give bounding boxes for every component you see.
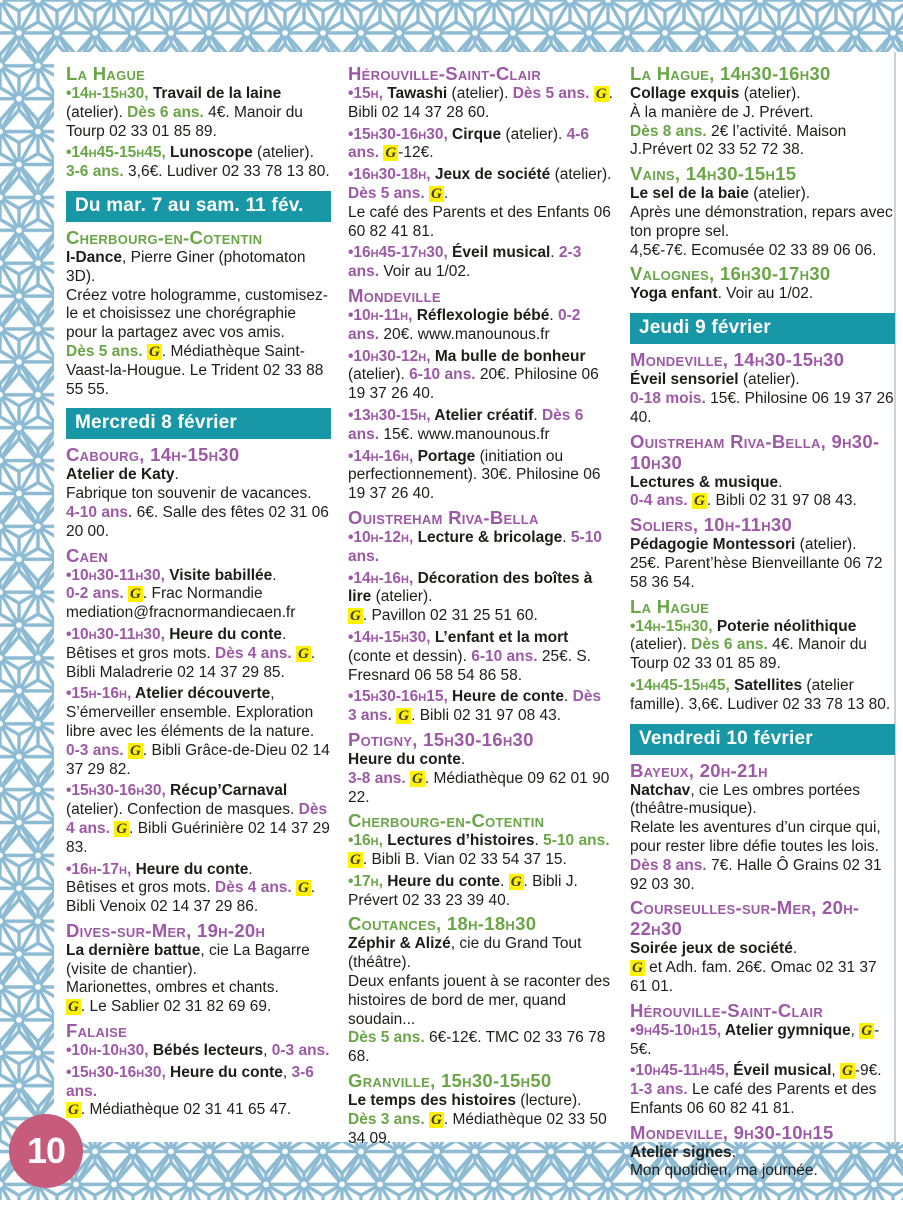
event-entry: [348, 935, 613, 1067]
text-run-plain: . Médiathèque 09 62 01 90 22.: [348, 769, 610, 806]
text-run-age: Dès 5 ans.: [348, 184, 425, 202]
text-run-time: •10h45-11h45,: [630, 1062, 729, 1080]
gratuit-badge: G: [385, 145, 397, 162]
text-run-plain: .: [282, 625, 287, 643]
text-run-plain: .: [443, 184, 449, 202]
text-run-plain: . Médiathèque 02 33 50 34 09.: [348, 1110, 607, 1147]
gratuit-badge: G: [298, 645, 309, 662]
city-heading: Mondeville: [348, 284, 441, 306]
city-heading: Cherbourg-en-Cotentin: [348, 810, 545, 832]
city-heading: Caen: [66, 544, 109, 566]
text-run-age: Dès 4 ans.: [215, 879, 292, 897]
city-heading: La Hague: [66, 63, 146, 84]
event-entry: [630, 85, 895, 160]
text-run-plain: 2€ l’activité. Maison J.Prévert 02 33 52 72 38.: [630, 122, 847, 159]
text-run-plain: . Voir au 1/02.: [717, 285, 814, 303]
text-run-plain: (atelier).: [348, 366, 410, 384]
text-run-plain: 25€. Parent’hèse Bienveillante 06 72 58 36 54.: [630, 554, 883, 591]
text-run-title: Atelier de Katy: [66, 466, 175, 484]
event-entry: [348, 348, 613, 404]
text-run-title: Poterie néolithique: [712, 617, 857, 635]
text-run-plain: Mon quotidien, ma journée.: [630, 1162, 818, 1180]
city-heading: Vains, 14h30-15h15: [630, 163, 797, 185]
city-heading: Dives-sur-Mer, 19h-20h: [66, 919, 266, 941]
text-run-time: •15h,: [348, 85, 383, 102]
gratuit-badge: G: [694, 493, 705, 510]
text-run-title: Bébés lecteurs: [148, 1042, 264, 1060]
text-run-age: Dès 8 ans.: [630, 856, 707, 874]
text-run-title: Portage: [413, 447, 476, 465]
text-run-plain: , S’émerveiller ensemble. Exploration libre avec les éléments de la nature.: [66, 685, 315, 740]
text-run-plain: ,: [850, 1021, 860, 1039]
text-run-plain: . Bibli J. Prévert 02 33 23 39 40.: [348, 872, 578, 909]
text-run-plain: . Bibli 02 14 37 28 60.: [348, 85, 613, 121]
text-run-plain: (atelier).: [738, 371, 800, 389]
event-entry: [348, 448, 613, 504]
text-run-time: •10h-12h,: [348, 528, 414, 546]
text-run-plain: (atelier famille). 3,6€. Ludiver 02 33 78 13 80.: [630, 676, 891, 713]
text-run-plain: (atelier).: [447, 85, 513, 102]
text-run-title: Lecture & bricolage: [413, 528, 563, 546]
event-entry: [348, 307, 613, 345]
text-run-time: •9h45-10h15,: [630, 1021, 722, 1039]
text-run-plain: (atelier).: [630, 636, 692, 654]
text-run-plain: 4,5€-7€. Ecomusée 02 33 89 06 06.: [630, 241, 877, 259]
text-run-plain: 7€. Halle Ô Grains 02 31 92 03 30.: [630, 856, 882, 893]
text-run-plain: (atelier).: [252, 144, 314, 162]
text-run-plain: 4€. Manoir du Tourp 02 33 01 85 89.: [66, 103, 303, 140]
text-run-title: Natchav: [630, 781, 691, 799]
gratuit-badge: G: [298, 880, 309, 897]
text-run-title: Atelier découverte: [131, 685, 271, 703]
text-run-time: •14h-15h30,: [630, 617, 713, 635]
gratuit-badge: G: [842, 1063, 853, 1080]
city-heading: Bayeux, 20h-21h: [630, 759, 768, 781]
city-heading: Falaise: [66, 1020, 128, 1042]
text-run-age: 3-6 ans.: [66, 163, 124, 181]
text-run-plain: -12€.: [398, 144, 434, 162]
text-run-age: Dès 6 ans.: [348, 406, 584, 443]
text-run-title: Ma bulle de bonheur: [430, 347, 586, 365]
city-heading: Soliers, 10h-11h30: [630, 514, 793, 536]
text-run-plain: ,: [831, 1062, 841, 1080]
text-run-title: Cirque: [447, 125, 502, 143]
text-run-age: 4-10 ans.: [66, 503, 133, 521]
text-run-plain: (atelier).: [739, 85, 801, 102]
text-run-plain: (atelier).: [748, 185, 811, 203]
city-heading: Cherbourg-en-Cotentin: [66, 226, 263, 248]
text-run-plain: .: [564, 688, 573, 706]
gratuit-badge: G: [68, 999, 79, 1016]
text-run-time: •14h45-15h45,: [630, 676, 730, 694]
event-entry: [348, 629, 613, 685]
text-run-title: Heure du conte: [164, 625, 283, 643]
text-run-age: Dès 3 ans.: [348, 688, 602, 725]
event-entry: [66, 1042, 331, 1061]
text-run-age: 0-18 mois.: [630, 389, 706, 407]
text-run-time: •16h,: [348, 832, 383, 850]
city-heading: Hérouville-Saint-Clair: [348, 63, 542, 84]
text-run-title: Éveil musical: [447, 244, 551, 262]
city-heading: Ouistreham Riva-Bella, 9h30-10h30: [630, 430, 880, 473]
event-entry: [66, 626, 331, 682]
event-entry: [630, 1062, 895, 1118]
text-run-time: •13h30-15h,: [348, 406, 431, 424]
event-entry: [630, 1144, 895, 1182]
text-run-title: Lectures & musique: [630, 473, 779, 491]
day-banner: Vendredi 10 février: [630, 724, 895, 755]
text-run-plain: 4€. Manoir du Tourp 02 33 01 85 89.: [630, 636, 867, 673]
event-entry: [348, 570, 613, 626]
city-heading: La Hague, 14h30-16h30: [630, 63, 831, 84]
text-run-title: Décoration des boîtes à lire: [348, 569, 593, 606]
text-run-title: Le temps des histoires: [348, 1092, 516, 1110]
text-run-age: Dès 8 ans.: [630, 122, 707, 140]
page-number: 10: [26, 1130, 66, 1171]
event-entry: [630, 618, 895, 674]
text-run-plain: . Frac Normandie mediation@fracnormandiecaen.fr: [66, 585, 296, 622]
text-run-age: 0-2 ans.: [348, 306, 581, 343]
text-run-age: Dès 5 ans.: [348, 1029, 425, 1047]
gratuit-badge: G: [350, 608, 361, 625]
text-run-plain: . Bibli Maladrerie 02 14 37 29 85.: [66, 644, 316, 681]
column-2: [348, 60, 613, 1150]
text-run-plain: . Bibli Venoix 02 14 37 29 86.: [66, 879, 316, 916]
text-run-time: •16h-17h,: [66, 860, 132, 878]
text-run-age: 0-3 ans.: [66, 741, 124, 759]
event-entry: [630, 782, 895, 895]
event-entry: [348, 244, 613, 282]
text-run-plain: -9€.: [854, 1062, 882, 1080]
text-run-plain: .: [549, 306, 558, 324]
event-entry: [630, 285, 895, 304]
column-1: [66, 60, 331, 1150]
text-run-title: Tawashi: [382, 85, 448, 102]
text-run-time: •15h-16h,: [66, 685, 132, 703]
event-entry: [630, 371, 895, 427]
text-run-title: Pédagogie Montessori: [630, 536, 796, 554]
text-run-plain: . Médiathèque 02 31 41 65 47.: [80, 1101, 292, 1119]
text-run-plain: , cie du Grand Tout (théâtre).: [348, 935, 582, 972]
text-run-plain: (atelier). Confection de masques.: [66, 801, 299, 819]
text-run-time: •15h30-16h30,: [66, 1063, 166, 1081]
text-run-time: •17h,: [348, 872, 383, 890]
gratuit-badge: G: [431, 185, 442, 202]
gratuit-badge: G: [398, 708, 410, 725]
text-run-time: •14h45-15h45,: [66, 144, 166, 162]
text-run-plain: (atelier).: [795, 536, 857, 554]
text-run-plain: Marionettes, ombres et chants.: [66, 979, 279, 997]
text-run-title: Atelier gymnique: [721, 1021, 851, 1039]
text-run-plain: 6€. Salle des fêtes 02 31 06 20 00.: [66, 503, 329, 540]
text-run-age: 5-10 ans.: [543, 832, 610, 850]
day-banner: Jeudi 9 février: [630, 313, 895, 344]
gratuit-badge: G: [431, 1111, 442, 1128]
text-run-plain: 20€. www.manounous.fr: [379, 325, 550, 343]
city-heading: Hérouville-Saint-Clair: [630, 999, 824, 1021]
text-run-age: Dès 6 ans.: [127, 103, 204, 121]
event-entry: [66, 144, 331, 182]
text-run-plain: (initiation ou perfectionnement). 30€. Philosine 06 19 37 26 40.: [348, 447, 601, 503]
text-run-title: Atelier signes: [630, 1143, 732, 1161]
text-run-plain: (conte et dessin).: [348, 647, 472, 665]
city-heading: Granville, 15h30-15h50: [348, 1070, 552, 1092]
text-run-title: Yoga enfant: [630, 285, 718, 303]
text-run-time: •14h-16h,: [348, 569, 414, 587]
event-entry: [630, 474, 895, 512]
text-run-age: 3-6 ans.: [66, 1063, 314, 1100]
text-run-plain: . Le Sablier 02 31 82 69 69.: [80, 998, 272, 1016]
text-run-plain: .: [792, 940, 798, 958]
text-run-time: •15h30-16h30,: [348, 125, 448, 143]
text-run-time: •14h-15h30,: [66, 85, 149, 102]
day-banner: Du mar. 7 au sam. 11 fév.: [66, 191, 331, 222]
city-heading: Courseulles-sur-Mer, 20h-22h30: [630, 897, 860, 940]
gratuit-badge: G: [116, 820, 128, 837]
text-run-plain: Après une démonstration, repars avec ton propre sel.: [630, 203, 893, 240]
text-run-plain: . Pavillon 02 31 25 51 60.: [362, 607, 538, 625]
text-run-plain: , cie La Bagarre (visite de chantier).: [66, 941, 310, 978]
text-run-time: •10h30-12h,: [348, 347, 431, 365]
event-entry: [66, 942, 331, 1017]
gratuit-badge: G: [130, 742, 141, 759]
text-run-plain: .: [534, 832, 544, 850]
text-run-time: •10h-11h,: [348, 306, 413, 324]
text-run-plain: (atelier).: [550, 166, 612, 184]
text-run-plain: .: [731, 1143, 736, 1161]
text-run-time: •16h45-17h30,: [348, 244, 448, 262]
page-number-badge: [9, 1114, 83, 1188]
text-run-plain: (atelier).: [501, 125, 567, 143]
text-run-plain: 6€-12€. TMC 02 33 76 78 68.: [348, 1029, 606, 1066]
text-run-time: •15h30-16h30,: [66, 782, 166, 800]
text-run-time: •14h-16h,: [348, 447, 414, 465]
text-run-plain: . Bibli 02 31 97 08 43.: [411, 707, 562, 725]
text-run-plain: . Bibli Grâce-de-Dieu 02 14 37 29 82.: [66, 741, 330, 778]
event-entry: [66, 1064, 331, 1120]
text-run-plain: Fabrique ton souvenir de vacances.: [66, 485, 312, 503]
event-entry: [66, 782, 331, 857]
text-run-plain: ,: [282, 1063, 292, 1081]
text-run-age: Dès 4 ans.: [215, 644, 292, 662]
text-run-age: 5-10 ans.: [348, 528, 602, 565]
city-heading: Ouistreham Riva-Bella: [348, 506, 539, 528]
text-run-title: Lectures d’histoires: [382, 832, 535, 850]
text-run-plain: À la manière de J. Prévert.: [630, 103, 814, 121]
text-run-title: L’enfant et la mort: [430, 628, 569, 646]
gratuit-badge: G: [412, 770, 423, 787]
gratuit-badge: G: [632, 960, 643, 977]
text-run-age: 3-8 ans.: [348, 769, 406, 787]
text-run-plain: . Médiathèque Saint-Vaast-la-Hougue. Le Trident 02 33 88 55 55.: [66, 342, 324, 398]
text-run-time: •10h-10h30,: [66, 1042, 149, 1060]
text-run-title: Soirée jeux de société: [630, 940, 793, 958]
gratuit-badge: G: [68, 1102, 79, 1119]
text-run-title: Éveil sensoriel: [630, 371, 739, 389]
text-run-title: Atelier créatif: [430, 406, 534, 424]
text-run-title: Satellites: [729, 676, 803, 694]
text-run-time: •14h-15h30,: [348, 628, 431, 646]
text-run-title: Heure du conte: [131, 860, 249, 878]
text-run-title: Visite babillée: [164, 566, 273, 584]
text-run-age: 4-6 ans.: [348, 125, 590, 162]
text-run-plain: 3,6€. Ludiver 02 33 78 13 80.: [123, 163, 330, 181]
text-run-plain: .: [248, 860, 253, 878]
text-run-age: Dès 3 ans.: [348, 1110, 425, 1128]
text-run-age: 1-3 ans.: [630, 1081, 688, 1099]
event-entry: [66, 249, 331, 399]
text-run-plain: Relate les aventures d’un cirque qui, pour rester libre défie toutes les lois.: [630, 819, 881, 855]
text-run-age: Dès 5 ans.: [66, 342, 143, 360]
text-run-plain: (lecture).: [515, 1092, 582, 1110]
event-entry: [630, 677, 895, 715]
gratuit-badge: G: [350, 852, 361, 869]
text-run-plain: .: [562, 528, 571, 546]
text-run-title: Lunoscope: [165, 144, 253, 162]
event-entry: [348, 85, 613, 123]
event-entry: [348, 407, 613, 445]
text-run-plain: -5€.: [630, 1021, 880, 1058]
event-entry: [348, 529, 613, 567]
column-3: [630, 60, 895, 1180]
text-run-plain: .: [550, 244, 559, 262]
event-entry: [66, 685, 331, 779]
text-run-plain: .: [778, 473, 783, 491]
text-run-plain: . Bibli B. Vian 02 33 54 37 15.: [362, 851, 567, 869]
city-heading: Potigny, 15h30-16h30: [348, 728, 534, 750]
text-run-plain: ,: [263, 1042, 272, 1060]
event-entry: [66, 466, 331, 541]
text-run-plain: Créez votre hologramme, customisez-le et choisissez une chorégraphie pour la partagez avec vos amis.: [66, 286, 328, 342]
day-banner: Mercredi 8 février: [66, 408, 331, 439]
text-run-plain: 20€. Philosine 06 19 37 26 40.: [348, 366, 599, 403]
city-heading: Mondeville, 14h30-15h30: [630, 349, 845, 371]
event-entry: [630, 536, 895, 592]
city-heading: Valognes, 16h30-17h30: [630, 263, 831, 285]
text-run-title: Éveil musical: [728, 1062, 832, 1080]
text-run-title: Heure du conte: [382, 872, 501, 890]
text-run-plain: .: [460, 750, 466, 768]
text-run-time: •10h30-11h30,: [66, 566, 165, 584]
event-entry: [66, 861, 331, 917]
gratuit-badge: G: [149, 343, 160, 360]
text-run-plain: .: [272, 566, 277, 584]
event-entry: [630, 1022, 895, 1060]
text-run-plain: .: [500, 872, 509, 890]
text-run-title: Heure de conte: [447, 688, 565, 706]
text-run-plain: (atelier).: [371, 588, 433, 606]
event-listing: [66, 60, 895, 1180]
event-entry: [66, 85, 331, 141]
text-run-time: •16h30-18h,: [348, 166, 431, 184]
event-entry: [348, 166, 613, 241]
text-run-time: •10h30-11h30,: [66, 625, 165, 643]
city-heading: Cabourg, 14h-15h30: [66, 444, 240, 466]
event-entry: [348, 751, 613, 807]
text-run-title: Collage exquis: [630, 85, 740, 102]
text-run-age: 0-3 ans.: [271, 1042, 330, 1060]
text-run-title: Heure du conte: [348, 750, 461, 768]
text-run-title: Heure du conte: [165, 1063, 283, 1081]
city-heading: Coutances, 18h-18h30: [348, 913, 537, 935]
text-run-age: Dès 5 ans.: [512, 85, 590, 102]
text-run-plain: Voir au 1/02.: [379, 263, 471, 281]
text-run-age: 6-10 ans.: [409, 366, 476, 384]
text-run-age: 0-4 ans.: [630, 492, 688, 510]
city-heading: La Hague: [630, 595, 710, 617]
city-heading: Mondeville, 9h30-10h15: [630, 1121, 834, 1143]
event-entry: [630, 185, 895, 260]
text-run-plain: .: [533, 406, 542, 424]
text-run-title: Récup’Carnaval: [165, 782, 288, 800]
text-run-plain: Bêtises et gros mots.: [66, 879, 216, 897]
text-run-plain: . Bibli Guérinière 02 14 37 29 83.: [66, 819, 330, 856]
event-entry: [348, 1092, 613, 1148]
text-run-age: 0-2 ans.: [66, 585, 124, 603]
event-entry: [66, 567, 331, 623]
text-run-time: •15h30-16h15,: [348, 688, 448, 706]
text-run-title: Jeux de société: [430, 166, 551, 184]
text-run-age: Dès 4 ans.: [66, 801, 328, 837]
text-run-title: Réflexologie bébé: [412, 306, 550, 324]
text-run-age: 2-3 ans.: [348, 244, 582, 281]
text-run-age: 6-10 ans.: [471, 647, 538, 665]
event-entry: [348, 688, 613, 726]
text-run-plain: Le café des Parents et des Enfants 06 60 82 41 81.: [630, 1081, 877, 1117]
text-run-title: Zéphir & Alizé: [348, 935, 451, 953]
text-run-title: La dernière battue: [66, 941, 201, 959]
text-run-plain: et Adh. fam. 26€. Omac 02 31 37 61 01.: [630, 959, 877, 995]
gratuit-badge: G: [130, 586, 141, 603]
text-run-plain: Deux enfants jouent à se raconter des histoires de bord de mer, quand soudain...: [348, 973, 610, 1028]
text-run-plain: (atelier).: [66, 103, 128, 121]
text-run-age: Dès 6 ans.: [691, 636, 768, 654]
gratuit-badge: G: [510, 873, 522, 890]
text-run-plain: .: [174, 466, 179, 484]
gratuit-badge: G: [861, 1022, 873, 1039]
event-entry: [348, 126, 613, 164]
event-entry: [630, 940, 895, 996]
text-run-plain: 15€. Philosine 06 19 37 26 40.: [630, 389, 894, 426]
text-run-title: Le sel de la baie: [630, 185, 749, 203]
text-run-plain: Bêtises et gros mots.: [66, 644, 216, 662]
text-run-title: I-Dance: [66, 248, 122, 266]
text-run-title: Travail de la laine: [148, 85, 282, 102]
text-run-plain: , Pierre Giner (photomaton 3D).: [66, 248, 306, 285]
text-run-plain: . Bibli 02 31 97 08 43.: [706, 492, 857, 510]
text-run-plain: Le café des Parents et des Enfants 06 60 82 41 81.: [348, 203, 611, 240]
text-run-plain: 15€. www.manounous.fr: [379, 425, 550, 443]
event-entry: [348, 873, 613, 911]
gratuit-badge: G: [595, 86, 607, 102]
text-run-plain: , cie Les ombres portées (théâtre-musique).: [630, 781, 861, 818]
text-run-plain: 25€. S. Fresnard 06 58 54 86 58.: [348, 647, 591, 684]
event-entry: [348, 832, 613, 870]
